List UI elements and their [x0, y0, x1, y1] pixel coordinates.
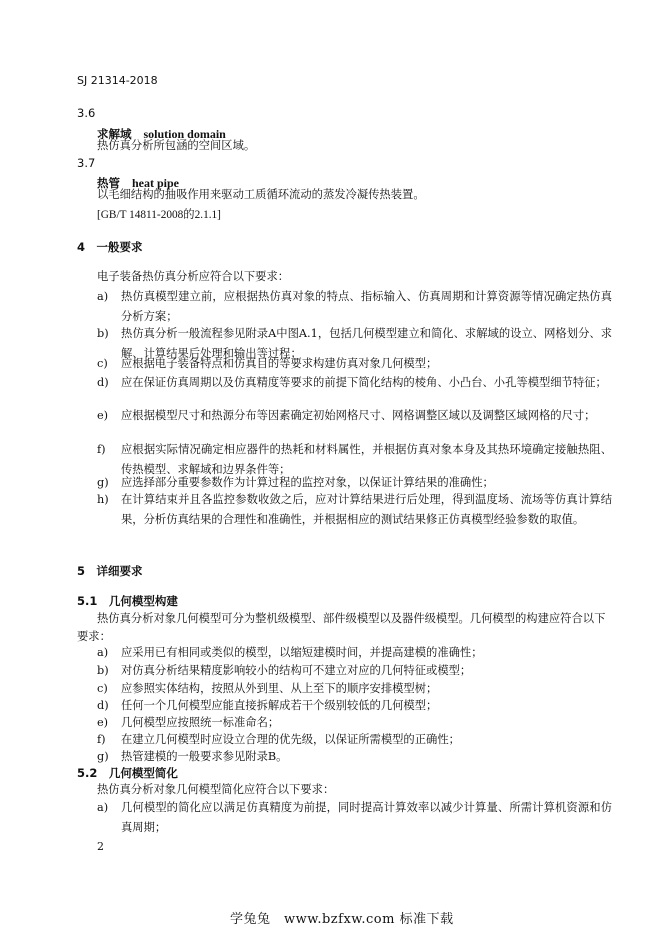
- list-text: 应根据模型尺寸和热源分布等因素确定初始网格尺寸、网格调整区域以及调整区域网格的尺寸；: [121, 409, 596, 422]
- list-text: 应采用已有相同或类似的模型，以缩短建模时间，并提高建模的准确性；: [121, 646, 483, 659]
- section-5-1-title: 5.1 几何模型构建: [77, 594, 178, 608]
- section-5-title: 5 详细要求: [77, 564, 143, 578]
- list-text: 热仿真分析一般流程参见附录A中图A.1，包括几何模型建立和简化、求解域的设立、网格划分、求解、计算结果后处理和输出等过程；: [121, 327, 612, 360]
- list-item: [97, 798, 612, 838]
- list-text: 任何一个几何模型应能直接拆解成若干个级别较低的几何模型；: [121, 699, 438, 712]
- page-number: 2: [97, 840, 104, 853]
- list-item: [97, 354, 612, 374]
- site-footer: 学兔兔 www.bzfxw.com 标准下载: [230, 912, 454, 927]
- clause-3-6-number: 3.6: [77, 106, 96, 120]
- list-marker: f): [97, 443, 106, 456]
- list-marker: a): [97, 801, 109, 814]
- list-item: [97, 373, 612, 393]
- clause-3-7-definition: 以毛细结构的抽吸作用来驱动工质循环流动的蒸发冷凝传热装置。: [97, 188, 425, 201]
- clause-3-7-number: 3.7: [77, 156, 96, 170]
- list-text: 对仿真分析结果精度影响较小的结构可不建立对应的几何特征或模型；: [121, 664, 472, 677]
- list-text: 在计算结束并且各监控参数收敛之后，应对计算结果进行后处理，得到温度场、流场等仿真计算结果，分析仿真结果的合理性和准确性，并根据相应的测试结果修正仿真模型经验参数的取值。: [121, 493, 612, 526]
- section-5-2-intro: 热仿真分析对象几何模型简化应符合以下要求：: [97, 783, 335, 796]
- section-4-intro: 电子装备热仿真分析应符合以下要求：: [97, 270, 290, 283]
- list-marker: g): [97, 750, 109, 763]
- section-5-1-intro-cont: 要求：: [77, 630, 111, 643]
- list-marker: a): [97, 290, 109, 303]
- list-text: 热仿真模型建立前，应根据热仿真对象的特点、指标输入、仿真周期和计算资源等情况确定热仿真分析方案；: [121, 290, 612, 323]
- term-cn: 热管: [97, 176, 120, 190]
- list-marker: e): [97, 409, 109, 422]
- list-item: [97, 661, 612, 681]
- standard-code: SJ 21314-2018: [77, 74, 158, 87]
- clause-3-6-definition: 热仿真分析所包涵的空间区域。: [97, 139, 256, 152]
- term-en: heat pipe: [132, 176, 180, 190]
- list-marker: h): [97, 493, 109, 506]
- list-marker: b): [97, 664, 109, 677]
- list-text: 应在保证仿真周期以及仿真精度等要求的前提下简化结构的棱角、小凸台、小孔等模型细节特征；: [121, 376, 607, 389]
- term-en: solution domain: [143, 127, 226, 141]
- list-text: 应参照实体结构，按照从外到里、从上至下的顺序安排模型树；: [121, 682, 438, 695]
- list-marker: e): [97, 716, 109, 729]
- list-marker: c): [97, 357, 108, 370]
- list-marker: f): [97, 733, 106, 746]
- term-cn: 求解域: [97, 127, 132, 141]
- list-text: 热管建模的一般要求参见附录B。: [121, 750, 288, 763]
- list-text: 应根据实际情况确定相应器件的热耗和材料属性，并根据仿真对象本身及其热环境确定接触热阻、传热模型、求解域和边界条件等；: [121, 443, 612, 476]
- list-item: [97, 406, 612, 426]
- list-text: 在建立几何模型时应设立合理的优先级，以保证所需模型的正确性；: [121, 733, 460, 746]
- list-marker: a): [97, 646, 109, 659]
- list-text: 应根据电子装备特点和仿真目的等要求构建仿真对象几何模型；: [121, 357, 438, 370]
- section-4-title: 4 一般要求: [77, 240, 143, 254]
- list-text: 应选择部分重要参数作为计算过程的监控对象，以保证计算结果的准确性；: [121, 476, 494, 489]
- list-marker: d): [97, 699, 109, 712]
- list-item: [97, 287, 612, 327]
- list-item: [97, 490, 612, 530]
- list-item: [97, 643, 612, 663]
- list-marker: d): [97, 376, 109, 389]
- section-5-1-intro: 热仿真分析对象几何模型可分为整机级模型、部件级模型以及器件级模型。几何模型的构建应符合以下: [97, 612, 606, 625]
- list-text: 几何模型应按照统一标准命名；: [121, 716, 280, 729]
- clause-3-7-reference: [GB/T 14811-2008的2.1.1]: [97, 209, 221, 221]
- list-marker: b): [97, 327, 109, 340]
- list-item: [97, 747, 612, 767]
- list-marker: g): [97, 476, 109, 489]
- section-5-2-title: 5.2 几何模型简化: [77, 766, 178, 780]
- list-text: 几何模型的简化应以满足仿真精度为前提，同时提高计算效率以减少计算量、所需计算机资源和仿真周期；: [121, 801, 612, 834]
- list-marker: c): [97, 682, 108, 695]
